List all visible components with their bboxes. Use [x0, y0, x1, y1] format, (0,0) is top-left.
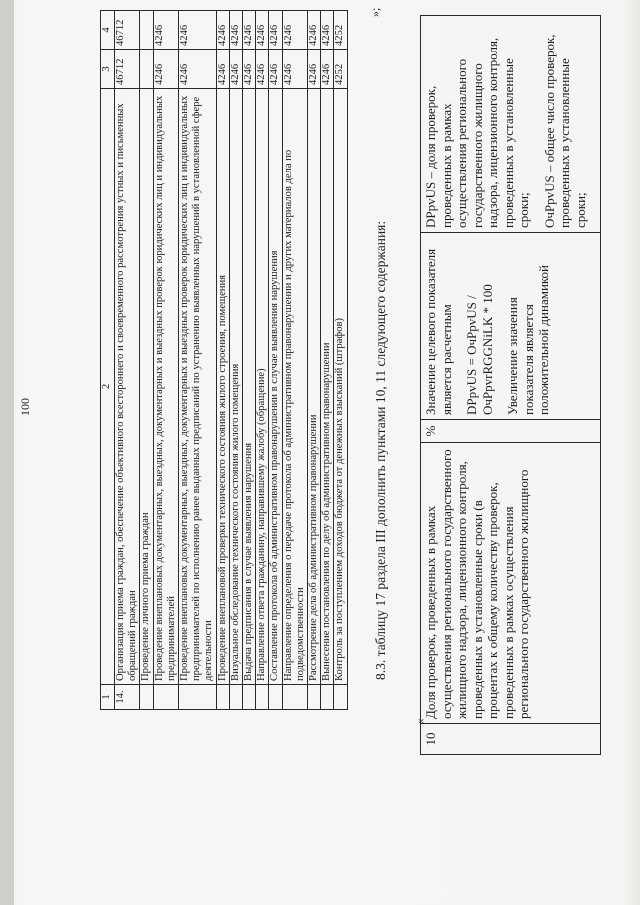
row-text: Проведение внеплановой проверки технического состояния жилого строения, помещения	[216, 89, 229, 685]
row-text: Организация приема граждан, обеспечение объективного всестороннего и своевременного рассмотрения устных и письменных обращений граждан	[115, 89, 140, 685]
header-col-2: 2	[101, 89, 115, 685]
indicators-table	[420, 15, 601, 755]
row-number	[269, 685, 282, 710]
row-value-col4: 4246	[243, 11, 256, 50]
row-value-col4: 4246	[256, 11, 269, 50]
desc-line-2: OчPpvUS – общее число проверок, проведенных в установленные сроки;	[541, 34, 588, 228]
row-value-col3: 4246	[282, 50, 307, 89]
row-value-col3: 4246	[308, 50, 321, 89]
services-table	[100, 10, 348, 710]
row-number	[140, 685, 153, 710]
row-value-col3: 4246	[269, 50, 282, 89]
table-row	[282, 11, 307, 710]
row-text: Контроль за поступлением доходов бюджета от денежных взысканий (штрафов)	[334, 89, 347, 685]
amendment-note: 8.3. таблицу 17 раздела III дополнить пунктами 10, 11 следующего содержания:	[373, 220, 388, 680]
row-value-col3: 4246	[229, 50, 242, 89]
row-text: Вынесение постановления по делу об административном правонарушении	[321, 89, 334, 685]
table-row	[140, 11, 153, 710]
table-row	[229, 11, 242, 710]
row-value-col4: 4252	[334, 11, 347, 50]
row-value-col4: 4246	[308, 11, 321, 50]
row-number	[153, 685, 178, 710]
table-row	[216, 11, 229, 710]
header-col-3: 3	[101, 50, 115, 89]
row-text: Составление протокола об административном правонарушении в случае выявления нарушения	[269, 89, 282, 685]
row-text: Направление определения о передаче протокола об административном правонарушении и других материалов дела по подведомственности	[282, 89, 307, 685]
table-row	[256, 11, 269, 710]
row-value-col3: 4246	[179, 50, 217, 89]
table-row	[153, 11, 178, 710]
row-text: Проведение личного приема граждан	[140, 89, 153, 685]
row-number	[321, 685, 334, 710]
table-row	[179, 11, 217, 710]
header-col-1: 1	[101, 685, 115, 710]
row-value-col4: 4246	[321, 11, 334, 50]
row-value-col4: 4246	[229, 11, 242, 50]
row-number	[243, 685, 256, 710]
row-text: Проведение внеплановых документарных, выездных, документарных и выездных проверок юридических лиц и индивидуальных предпринимателей по исполнению ранее выданных предписаний по устранению выявленных нарушений в установленной сфере деятельности	[179, 89, 217, 685]
row-number	[308, 685, 321, 710]
row-value-col4: 4246	[282, 11, 307, 50]
row-number	[334, 685, 347, 710]
header-col-4: 4	[101, 11, 115, 50]
row-value-col4: 46712	[115, 11, 140, 50]
row-text: Выдача предписания в случае выявления нарушения	[243, 89, 256, 685]
table-row	[243, 11, 256, 710]
table-row	[308, 11, 321, 710]
row-value-col4	[140, 11, 153, 50]
table-header-row	[101, 11, 115, 710]
table-row	[115, 11, 140, 710]
row-value-col3: 4246	[243, 50, 256, 89]
row-number	[282, 685, 307, 710]
row-number: 10	[421, 724, 601, 755]
row-number	[179, 685, 217, 710]
table-row	[269, 11, 282, 710]
row-value-col3: 4246	[153, 50, 178, 89]
row-number	[229, 685, 242, 710]
row-value-col4: 4246	[216, 11, 229, 50]
opening-quote: «	[412, 718, 427, 725]
table-row	[334, 11, 347, 710]
calc-line-3: Увеличение значения показателя является положительной динамикой	[505, 264, 551, 415]
row-text: Рассмотрение дела об административном правонарушении	[308, 89, 321, 685]
indicator-description	[421, 16, 601, 233]
page-number: 100	[18, 398, 32, 416]
row-value-col4: 4246	[153, 11, 178, 50]
row-value-col3: 46712	[115, 50, 140, 89]
table-row	[321, 11, 334, 710]
indicator-unit: %	[421, 420, 601, 443]
closing-quote: »;	[368, 7, 382, 17]
desc-line-1: DPpvUS – доля проверок, проведенных в рамках осуществления регионального государственного жилищного надзора, лицензионного контроля, проведенных в установленные сроки;	[423, 37, 531, 228]
indicator-calculation	[421, 233, 601, 420]
row-value-col3	[140, 50, 153, 89]
row-text: Проведение внеплановых документарных, выездных, документарных и выездных проверок юридических лиц и индивидуальных предпринимателей	[153, 89, 178, 685]
table-row	[421, 16, 601, 755]
calc-line-1: Значение целевого показателя является расчетным	[423, 248, 454, 415]
row-value-col3: 4246	[321, 50, 334, 89]
row-number	[256, 685, 269, 710]
row-text: Визуальное обследование технического состояния жилого помещения	[229, 89, 242, 685]
row-number	[216, 685, 229, 710]
row-value-col4: 4246	[179, 11, 217, 50]
row-value-col4: 4246	[269, 11, 282, 50]
row-value-col3: 4246	[256, 50, 269, 89]
row-text: Направление ответа гражданину, направившему жалобу (обращение)	[256, 89, 269, 685]
row-value-col3: 4246	[216, 50, 229, 89]
calc-formula: DPpvUS = OчPpvUS / OчPpvrRGGNiLK * 100	[464, 284, 495, 415]
row-number: 14.	[115, 685, 140, 710]
indicator-name: Доля проверок, проведенных в рамках осуществления регионального государственного жилищного надзора, лицензионного контроля, проведенных в установленные сроки (в процентах к общему количеству проверок, проведенных в рамках осуществления регионального государственного жилищного	[421, 443, 601, 724]
row-value-col3: 4252	[334, 50, 347, 89]
